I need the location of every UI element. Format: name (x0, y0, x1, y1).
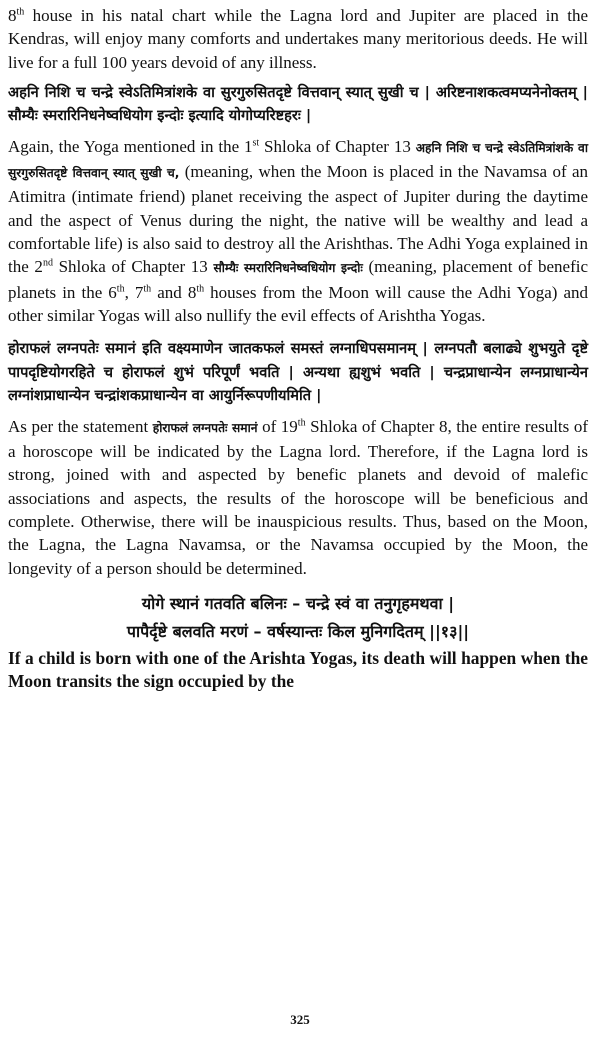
superscript: th (297, 417, 306, 429)
paragraph-3 (8, 415, 588, 580)
superscript: st (252, 137, 260, 149)
paragraph-4: If a child is born with one of the Arishta Yogas, its death will happen when the Moon transits the sign occupied by the (8, 647, 588, 692)
verse-line-1: योगे स्थानं गतवति बलिनः – चन्द्रे स्वं वा तनुगृहमथवा | (141, 593, 455, 613)
paragraph-1 (8, 4, 588, 74)
inline-sanskrit: सौम्यैः स्मरारिनिधनेष्वधियोग इन्दोः (213, 261, 363, 276)
sanskrit-passage-1: अहनि निशि च चन्द्रे स्वेऽतिमित्रांशके वा सुरगुरुसितदृष्टे वित्तवान् स्यात् सुखी च | अरिष्टनाशकत्वमप्यनेनोक्तम् | सौम्यैः स्मरारिनिधनेष्वधियोग इन्दोः इत्यादि योगोप्यरिष्टहरः | (8, 83, 588, 125)
inline-sanskrit: अहनि निशि च चन्द्रे स्वेऽतिमित्रांशके वा सुरगुरुसितदृष्टे वित्तवान् स्यात् सुखी च, (8, 140, 588, 181)
text-segment: and 8 (151, 282, 197, 302)
superscript: th (143, 283, 152, 295)
text-segment: , 7 (124, 282, 144, 302)
text-segment: (meaning, placement of benefic planets in the 6 (8, 257, 588, 302)
superscript: nd (42, 257, 53, 269)
page-number: 325 (290, 1012, 310, 1027)
sanskrit-passage-2: होराफलं लग्नपतेः समानं इति वक्ष्यमाणेन जातकफलं समस्तं लग्नाधिपसमानम् | लग्नपतौ बलाढ्ये शुभयुते दृष्टे पापदृष्टियोगरहिते च होराफलं शुभं परिपूर्णं भवति | अन्यथा ह्यशुभं भवति | चन्द्रप्राधान्येन लग्नप्राधान्येन लग्नांशप्राधान्येन चन्द्रांशकप्राधान्येन वा आयुर्निरूपणीयमिति | (8, 340, 588, 405)
verse-line-2: पापैर्दृष्टे बलवति मरणं – वर्षस्यान्तः किल मुनिगदितम् ||१३|| (126, 622, 470, 642)
paragraph-2 (8, 135, 588, 327)
superscript: th (116, 283, 125, 295)
text-segment: Shloka of Chapter 13 (259, 136, 416, 156)
text-segment: (meaning, when the Moon is placed in the Navamsa of an Atimitra (intimate friend) planet receiving the aspect of Jupiter during the daytime and the aspect of Venus during the night, the native will be wealthy and lead a comfortable life) is also said to destroy all the Arishthas. The Adhi Yoga explained in the 2 (8, 162, 588, 277)
paragraph-1-text: house in his natal chart while the Lagna lord and Jupiter are placed in the Kendras, will enjoy many comforts and undertakes many meritorious deeds. He will live for a full 100 years devoid of any illness. (8, 6, 588, 72)
superscript: th (16, 6, 25, 18)
text-segment: houses from the Moon will cause the Adhi Yoga) and other similar Yogas will also nullify the evil effects of Arishtha Yogas. (8, 282, 589, 325)
superscript: th (196, 283, 205, 295)
text-segment: Shloka of Chapter 8, the entire results of a horoscope will be indicated by the Lagna lord. Therefore, if the Lagna lord is strong, joined with and aspected by benefic planets and devoid of malefic associations and aspects, the results of the horoscope will be beneficious and complete. Otherwise, there will be inauspicious results. Thus, based on the Moon, the Lagna, the Lagna Navamsa, or the Navamsa occupied by the Moon, the longevity of a person should be determined. (8, 416, 588, 578)
inline-sanskrit: होराफलं लग्नपतेः समानं (152, 420, 258, 435)
text-segment: of 19 (257, 416, 298, 436)
text-segment: Again, the Yoga mentioned in the 1 (8, 136, 253, 156)
house-number: 8 (8, 6, 17, 25)
text-segment: Shloka of Chapter 13 (52, 257, 214, 277)
text-segment: As per the statement (8, 416, 153, 436)
